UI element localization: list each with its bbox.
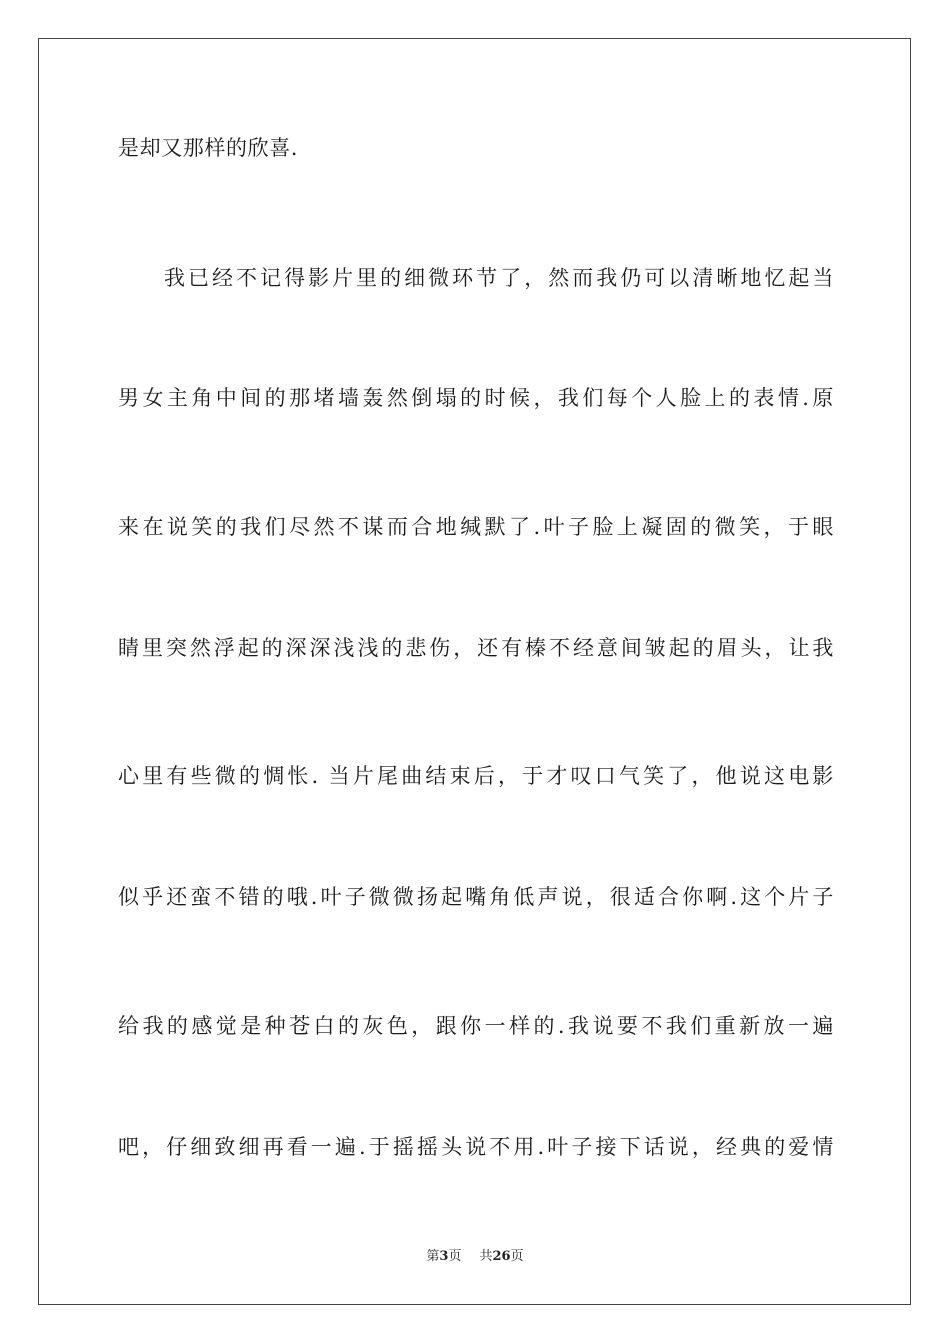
text-line-2: 我已经不记得影片里的细微环节了，然而我仍可以清晰地忆起当 [164, 266, 834, 290]
total-pages: 26 [492, 1249, 511, 1264]
total-suffix: 页 [510, 1249, 524, 1264]
total-prefix: 共 [479, 1249, 493, 1264]
page-prefix: 第 [426, 1249, 440, 1264]
text-line-7: 似乎还蛮不错的哦.叶子微微扬起嘴角低声说，很适合你啊.这个片子 [118, 885, 834, 909]
page-footer [0, 1248, 950, 1266]
text-line-9: 吧，仔细致细再看一遍.于摇摇头说不用.叶子接下话说，经典的爱情 [118, 1135, 834, 1159]
text-line-5: 睛里突然浮起的深深浅浅的悲伤，还有榛不经意间皱起的眉头，让我 [118, 636, 834, 660]
page-suffix: 页 [448, 1249, 462, 1264]
page-number: 3 [439, 1249, 449, 1264]
text-line-8: 给我的感觉是种苍白的灰色，跟你一样的.我说要不我们重新放一遍 [118, 1014, 834, 1038]
text-line-6: 心里有些微的惆怅. 当片尾曲结束后，于才叹口气笑了，他说这电影 [118, 764, 834, 788]
text-line-1: 是却又那样的欣喜. [118, 136, 299, 160]
text-line-4: 来在说笑的我们尽然不谋而合地缄默了.叶子脸上凝固的微笑，于眼 [118, 515, 834, 539]
page-border [38, 38, 911, 1305]
text-line-3: 男女主角中间的那堵墙轰然倒塌的时候，我们每个人脸上的表情.原 [118, 386, 834, 410]
